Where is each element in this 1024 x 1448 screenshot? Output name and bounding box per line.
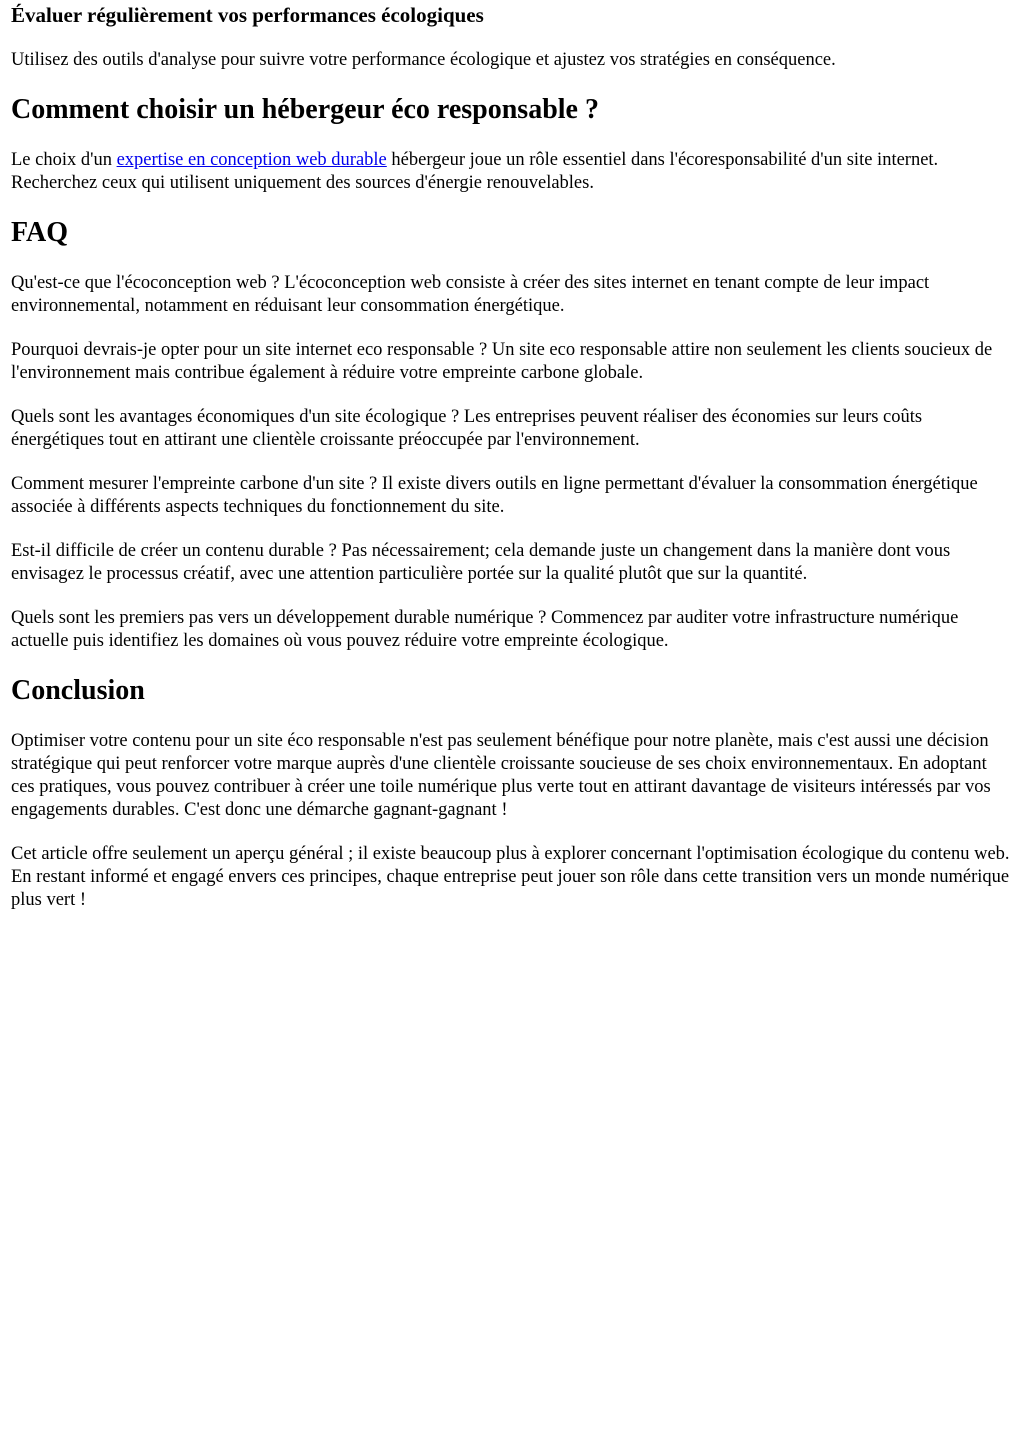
evaluate-paragraph: Utilisez des outils d'analyse pour suivre votre performance écologique et ajustez vos stratégies en conséquence. [11,50,836,70]
hosting-paragraph [11,149,1012,195]
faq-item: Pourquoi devrais-je opter pour un site internet eco responsable ? Un site eco responsable attire non seulement les clients soucieux de l'environnement mais contribue également à réduire votre empreinte carbone globale. [11,340,993,383]
evaluate-heading: Évaluer régulièrement vos performances écologiques [11,3,484,27]
conclusion-paragraph: Optimiser votre contenu pour un site éco responsable n'est pas seulement bénéfique pour notre planète, mais c'est aussi une décision stratégique qui peut renforcer votre marque auprès d'une clientèle croissante soucieuse de ses choix environnementaux. En adoptant ces pratiques, vous pouvez contribuer à créer une toile numérique plus verte tout en attirant davantage de visiteurs intéressés par vos engagements durables. C'est donc une démarche gagnant-gagnant ! [11,731,991,820]
faq-item: Est-il difficile de créer un contenu durable ? Pas nécessairement; cela demande juste un changement dans la manière dont vous envisagez le processus créatif, avec une attention particulière portée sur la qualité plutôt que sur la quantité. [11,541,951,584]
sustainable-web-design-link[interactable]: expertise en conception web durable [116,150,387,170]
faq-item: Quels sont les premiers pas vers un développement durable numérique ? Commencez par auditer votre infrastructure numérique actuelle puis identifiez les domaines où vous pouvez réduire votre empreinte écologique. [11,608,959,651]
hosting-text-after-link: hébergeur joue un rôle essentiel dans l'écoresponsabilité d'un site internet. Recherchez ceux qui utilisent uniquement des sources d'énergie renouvelables. [11,150,939,193]
hosting-heading: Comment choisir un hébergeur éco responsable ? [11,94,599,125]
conclusion-paragraph: Cet article offre seulement un aperçu général ; il existe beaucoup plus à explorer concernant l'optimisation écologique du contenu web. En restant informé et engagé envers ces principes, chaque entreprise peut jouer son rôle dans cette transition vers un monde numérique plus vert ! [11,844,1010,910]
hosting-text-before-link: Le choix d'un [11,150,117,170]
faq-heading: FAQ [11,217,69,248]
faq-item: Quels sont les avantages économiques d'un site écologique ? Les entreprises peuvent réaliser des économies sur leurs coûts énergétiques tout en attirant une clientèle croissante préoccupée par l'environnement. [11,407,923,450]
faq-item: Comment mesurer l'empreinte carbone d'un site ? Il existe divers outils en ligne permettant d'évaluer la consommation énergétique associée à différents aspects techniques du fonctionnement du site. [11,474,978,517]
faq-item: Qu'est-ce que l'écoconception web ? L'écoconception web consiste à créer des sites internet en tenant compte de leur impact environnemental, notamment en réduisant leur consommation énergétique. [11,273,930,316]
conclusion-heading: Conclusion [11,675,145,706]
